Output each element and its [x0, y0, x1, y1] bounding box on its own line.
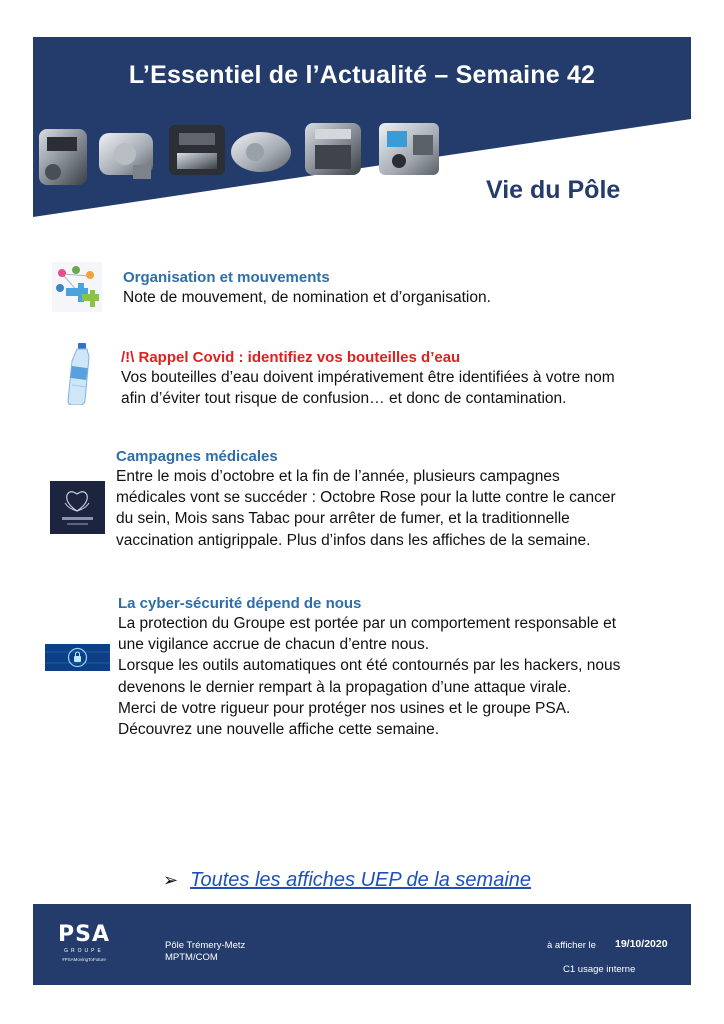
footer-date: 19/10/2020 [615, 938, 668, 950]
cyber-lock-icon [45, 644, 110, 671]
heart-hands-icon [50, 481, 105, 534]
affiches-link-row [163, 869, 531, 892]
item-body-line: Lorsque les outils automatiques ont été contournés par les hackers, nous [118, 657, 621, 675]
footer-site: Pôle Trémery-Metz [165, 940, 246, 951]
item-body-line: du sein, Mois sans Tabac pour arrêter de fumer, et la traditionnelle [116, 510, 570, 528]
psa-logo-word: PSA [58, 922, 110, 947]
item-body-line: Entre le mois d’octobre et la fin de l’année, plusieurs campagnes [116, 468, 560, 485]
item-heading: Organisation et mouvements [123, 269, 330, 286]
item-heading: /!\ Rappel Covid : identifiez vos bouteilles d’eau [121, 349, 461, 366]
item-body-line: médicales vont se succéder : Octobre Rose pour la lutte contre le cancer [116, 489, 616, 507]
affiches-link[interactable]: Toutes les affiches UEP de la semaine [190, 869, 532, 891]
item-campagnes [116, 447, 616, 551]
engine-2-icon [99, 133, 153, 179]
item-body-line: Vos bouteilles d’eau doivent impérativement être identifiées à votre nom [121, 369, 615, 386]
footer-site-block [165, 940, 245, 964]
item-body-line: Découvrez une nouvelle affiche cette semaine. [118, 721, 440, 739]
section-title: Vie du Pôle [486, 176, 621, 204]
psa-logo-sub: GROUPE [64, 948, 104, 954]
engine-1-icon [39, 129, 87, 185]
item-body-line: une vigilance accrue de chacun d’entre nous. [118, 636, 430, 654]
footer-banner [33, 904, 691, 985]
item-cyber [118, 594, 620, 740]
item-body-line: devenons le dernier rempart à la propagation d’une attaque virale. [118, 678, 572, 696]
psa-logo-tag: #PSAMovingToFuture [62, 957, 106, 962]
water-bottle-icon [58, 343, 94, 405]
item-body-line: Merci de votre rigueur pour protéger nos usines et le groupe PSA. [118, 699, 571, 717]
item-body-line: afin d’éviter tout risque de confusion… et donc de contamination. [121, 390, 567, 408]
engine-3-icon [169, 125, 225, 175]
engine-6-icon [379, 123, 439, 175]
arrow-bullet-icon: ➢ [163, 870, 179, 890]
engine-4-icon [231, 132, 291, 172]
item-heading: La cyber-sécurité dépend de nous [118, 595, 362, 612]
item-body: Note de mouvement, de nomination et d’organisation. [123, 289, 491, 306]
people-network-icon [52, 262, 102, 312]
footer-dept: MPTM/COM [165, 952, 218, 963]
item-heading: Campagnes médicales [116, 448, 278, 465]
item-organisation [123, 268, 491, 308]
psa-logo [49, 922, 119, 962]
engine-5-icon [305, 123, 361, 175]
item-body-line: La protection du Groupe est portée par un comportement responsable et [118, 615, 617, 632]
page-title: L’Essentiel de l’Actualité – Semaine 42 [128, 61, 596, 89]
item-covid [121, 348, 615, 409]
footer-date-label: à afficher le [547, 940, 596, 951]
item-body-line: vaccination antigrippale. Plus d’infos dans les affiches de la semaine. [116, 531, 591, 549]
footer-usage: C1 usage interne [563, 964, 636, 975]
